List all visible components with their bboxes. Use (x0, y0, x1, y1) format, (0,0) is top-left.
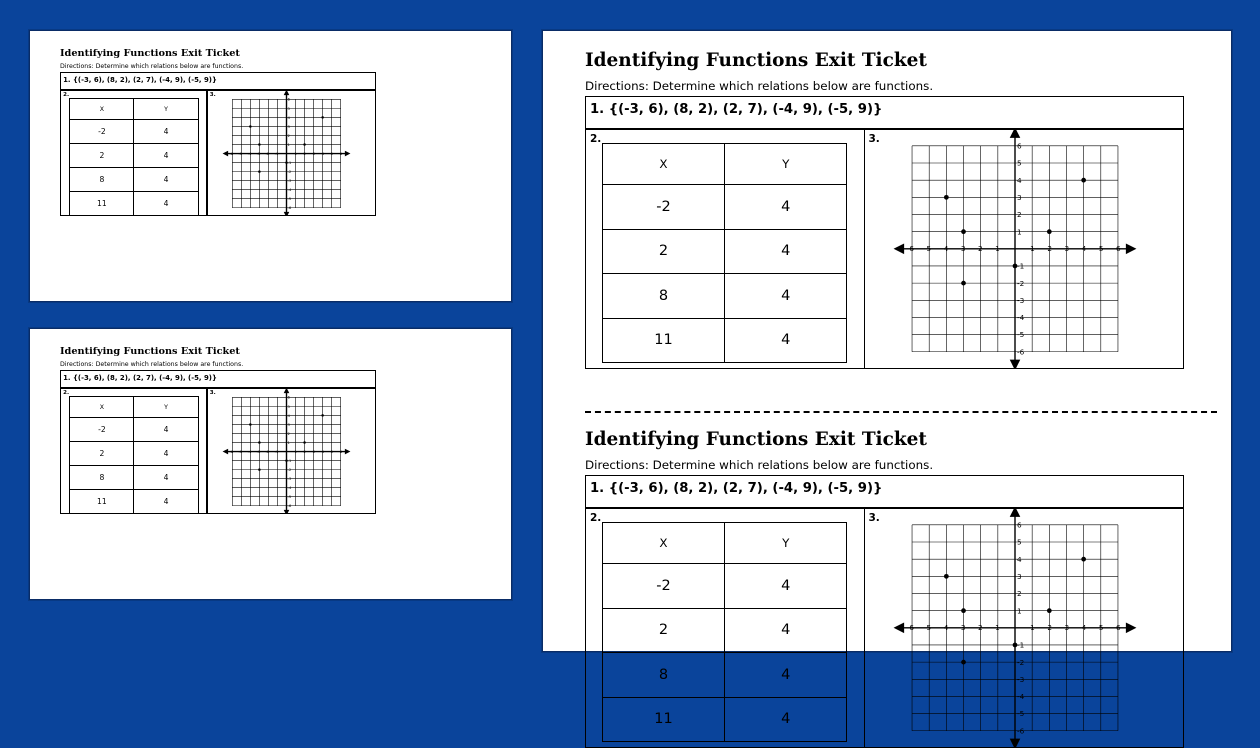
table-row (70, 192, 198, 216)
table-header-row (602, 523, 847, 564)
table-row (70, 144, 198, 168)
graph-point (286, 161, 289, 164)
x-tick-label: -2 (975, 244, 983, 254)
xy-table (69, 396, 198, 515)
y-tick-label: -4 (1016, 692, 1025, 702)
header-x: X (70, 396, 134, 418)
cell-y: 4 (725, 697, 847, 742)
x-tick-label: 3 (312, 150, 316, 156)
cell-x: 2 (70, 442, 134, 466)
y-tick-label: -2 (287, 168, 292, 174)
arrow-up-icon (284, 389, 290, 393)
cell-y: 4 (134, 490, 198, 514)
y-tick-label: 5 (1016, 158, 1022, 168)
question-3-number: 3. (209, 390, 216, 397)
y-tick-label: 5 (287, 403, 291, 409)
cell-x: 11 (602, 318, 724, 363)
y-tick-label: -5 (1016, 330, 1025, 340)
question-2-number: 2. (589, 511, 602, 524)
graph-point (259, 170, 262, 173)
y-tick-label: -2 (287, 466, 292, 472)
question-1-relation: {(-3, 6), (8, 2), (2, 7), (-4, 9), (-5, 9)} (72, 76, 217, 85)
y-tick-label: 5 (1016, 537, 1022, 547)
x-tick-label: -4 (941, 623, 949, 633)
header-y: Y (725, 144, 847, 185)
table-row (602, 184, 847, 229)
y-tick-label: -1 (287, 159, 292, 165)
y-tick-label: 1 (1016, 606, 1022, 616)
question-3-box (864, 129, 1185, 369)
y-tick-label: -3 (1016, 296, 1025, 306)
x-tick-label: -3 (958, 244, 966, 254)
table-row (602, 274, 847, 319)
y-tick-label: 4 (287, 412, 291, 418)
question-3-number: 3. (209, 92, 216, 99)
arrow-down-icon (1010, 739, 1021, 747)
arrow-right-icon (345, 150, 351, 156)
question-2-number: 2. (589, 132, 602, 145)
x-tick-label: -4 (941, 244, 949, 254)
x-tick-label: 5 (1098, 244, 1104, 254)
table-row (70, 466, 198, 490)
graph-point (1013, 264, 1018, 269)
coordinate-plane (217, 91, 367, 216)
graph-point (961, 660, 966, 665)
x-tick-label: 4 (321, 150, 325, 156)
cell-y: 4 (725, 608, 847, 653)
y-tick-label: -6 (1016, 347, 1025, 357)
question-1-number: 1. (63, 76, 71, 85)
graph-point (249, 125, 252, 128)
x-tick-label: 4 (1081, 623, 1087, 633)
question-2-box (60, 90, 207, 216)
table-row (602, 318, 847, 363)
table-header-row (70, 98, 198, 120)
y-tick-label: 6 (1016, 520, 1022, 530)
xy-table (602, 522, 848, 742)
x-tick-label: -4 (247, 150, 252, 156)
y-tick-label: 3 (1016, 193, 1022, 203)
y-tick-label: -6 (287, 502, 292, 508)
y-tick-label: -5 (287, 195, 292, 201)
y-tick-label: -3 (287, 475, 292, 481)
arrow-down-icon (284, 510, 290, 514)
table-row (602, 608, 847, 653)
question-3-number: 3. (868, 132, 880, 145)
question-2-number: 2. (63, 92, 70, 99)
cell-y: 4 (725, 184, 847, 229)
question-1-row (585, 96, 1184, 129)
cell-y: 4 (725, 318, 847, 363)
arrow-up-icon (1010, 509, 1021, 517)
y-tick-label: 1 (1016, 227, 1022, 237)
y-tick-label: -2 (1016, 657, 1025, 667)
table-row (602, 563, 847, 608)
y-tick-label: 2 (287, 430, 291, 436)
cell-y: 4 (134, 466, 198, 490)
y-tick-label: 4 (287, 114, 291, 120)
x-tick-label: -2 (975, 623, 983, 633)
question-2-box (585, 508, 865, 748)
arrow-right-icon (345, 448, 351, 454)
graph-point (259, 468, 262, 471)
coordinate-plane (883, 509, 1168, 747)
arrow-down-icon (284, 212, 290, 216)
x-tick-label: 2 (303, 448, 307, 454)
question-1-relation: {(-3, 6), (8, 2), (2, 7), (-4, 9), (-5, 9)} (608, 481, 883, 497)
ticket-title: Identifying Functions Exit Ticket (585, 50, 927, 71)
x-tick-label: -1 (992, 623, 1000, 633)
y-tick-label: -1 (287, 457, 292, 463)
question-1-row (60, 72, 376, 89)
graph-point (286, 459, 289, 462)
y-tick-label: -1 (1016, 640, 1025, 650)
y-tick-label: 3 (287, 123, 291, 129)
cell-y: 4 (725, 563, 847, 608)
y-tick-label: 6 (1016, 141, 1022, 151)
y-tick-label: 1 (287, 439, 291, 445)
cell-y: 4 (725, 274, 847, 319)
y-tick-label: 3 (1016, 572, 1022, 582)
table-row (70, 490, 198, 514)
graph-point (1047, 608, 1052, 613)
x-tick-label: -1 (275, 150, 279, 156)
y-tick-label: 6 (287, 394, 291, 400)
x-tick-label: 3 (312, 448, 316, 454)
table-row (70, 168, 198, 192)
header-x: X (602, 144, 724, 185)
graph-point (249, 423, 252, 426)
header-y: Y (134, 98, 198, 120)
table-row (70, 120, 198, 144)
graph-point (259, 143, 262, 146)
x-tick-label: 5 (1098, 623, 1104, 633)
question-1-row (585, 475, 1184, 508)
x-tick-label: 4 (321, 448, 325, 454)
cell-y: 4 (725, 653, 847, 698)
cell-x: 11 (70, 192, 134, 216)
x-tick-label: 4 (1081, 244, 1087, 254)
graph-point (944, 574, 949, 579)
x-tick-label: 3 (1064, 623, 1070, 633)
graph-point (1081, 557, 1086, 562)
cell-x: -2 (70, 418, 134, 442)
arrow-left-icon (223, 150, 229, 156)
cell-y: 4 (134, 442, 198, 466)
y-tick-label: -6 (1016, 726, 1025, 736)
question-1-relation: {(-3, 6), (8, 2), (2, 7), (-4, 9), (-5, 9)} (72, 374, 217, 383)
arrow-left-icon (894, 623, 905, 634)
x-tick-label: -4 (247, 448, 252, 454)
cell-x: 8 (70, 168, 134, 192)
ticket-title: Identifying Functions Exit Ticket (585, 429, 927, 450)
cell-y: 4 (134, 144, 198, 168)
y-tick-label: -4 (1016, 313, 1025, 323)
cell-x: 8 (602, 274, 724, 319)
x-tick-label: -3 (256, 448, 261, 454)
y-tick-label: 4 (1016, 175, 1022, 185)
graph-point (304, 441, 307, 444)
y-tick-label: -4 (287, 186, 292, 192)
x-tick-label: 6 (1115, 623, 1121, 633)
graph-point (944, 195, 949, 200)
cell-x: 8 (70, 466, 134, 490)
question-2-box (585, 129, 865, 369)
graph-point (1081, 178, 1086, 183)
cell-y: 4 (134, 168, 198, 192)
cell-x: 2 (602, 608, 724, 653)
y-tick-label: -3 (1016, 675, 1025, 685)
y-tick-label: 1 (287, 141, 291, 147)
header-x: X (602, 523, 724, 564)
header-y: Y (134, 396, 198, 418)
question-2-number: 2. (63, 390, 70, 397)
cell-y: 4 (134, 192, 198, 216)
x-tick-label: -1 (992, 244, 1000, 254)
cut-line (585, 411, 1217, 413)
x-tick-label: -6 (229, 150, 234, 156)
table-row (70, 418, 198, 442)
y-tick-label: -4 (287, 484, 292, 490)
cell-x: -2 (70, 120, 134, 144)
arrow-right-icon (1126, 623, 1137, 634)
y-tick-label: 2 (1016, 589, 1022, 599)
graph-point (1013, 643, 1018, 648)
y-tick-label: 4 (1016, 554, 1022, 564)
graph-point (259, 441, 262, 444)
x-tick-label: -3 (958, 623, 966, 633)
cell-y: 4 (725, 229, 847, 274)
coordinate-plane (883, 130, 1168, 368)
x-tick-label: 2 (1047, 244, 1052, 254)
question-1-number: 1. (589, 481, 605, 497)
x-tick-label: 1 (1030, 623, 1035, 633)
cell-x: -2 (602, 184, 724, 229)
arrow-left-icon (223, 448, 229, 454)
y-tick-label: -2 (1016, 278, 1025, 288)
question-1-number: 1. (589, 102, 605, 118)
y-tick-label: 5 (287, 105, 291, 111)
ticket-directions: Directions: Determine which relations below are functions. (585, 458, 934, 473)
x-tick-label: -6 (906, 244, 914, 254)
y-tick-label: 2 (1016, 210, 1022, 220)
x-tick-label: -1 (275, 448, 279, 454)
x-tick-label: -5 (923, 623, 932, 633)
question-3-box (207, 388, 376, 514)
x-tick-label: 1 (294, 150, 298, 156)
x-tick-label: 3 (1064, 244, 1070, 254)
question-3-box (864, 508, 1185, 748)
ticket-title: Identifying Functions Exit Ticket (60, 346, 240, 357)
y-tick-label: 2 (287, 132, 291, 138)
question-2-box (60, 388, 207, 514)
x-tick-label: 2 (1047, 623, 1052, 633)
table-header-row (70, 396, 198, 418)
coordinate-plane (217, 389, 367, 514)
graph-point (961, 229, 966, 234)
cell-x: 2 (70, 144, 134, 168)
question-3-box (207, 90, 376, 216)
table-row (602, 229, 847, 274)
table-row (602, 697, 847, 742)
cell-x: 11 (602, 697, 724, 742)
x-tick-label: -5 (238, 448, 243, 454)
x-tick-label: -5 (238, 150, 243, 156)
table-header-row (602, 144, 847, 185)
table-row (602, 653, 847, 698)
header-y: Y (725, 523, 847, 564)
arrow-down-icon (1010, 360, 1021, 368)
question-1-relation: {(-3, 6), (8, 2), (2, 7), (-4, 9), (-5, 9)} (608, 102, 883, 118)
x-tick-label: -6 (906, 623, 914, 633)
x-tick-label: 5 (330, 150, 334, 156)
x-tick-label: 6 (1115, 244, 1121, 254)
graph-point (304, 143, 307, 146)
cell-y: 4 (134, 418, 198, 442)
x-tick-label: -2 (266, 448, 270, 454)
x-tick-label: -6 (229, 448, 234, 454)
header-x: X (70, 98, 134, 120)
xy-table (602, 143, 848, 363)
y-tick-label: -5 (1016, 709, 1025, 719)
question-3-number: 3. (868, 511, 880, 524)
arrow-up-icon (284, 91, 290, 95)
x-tick-label: -3 (256, 150, 261, 156)
y-tick-label: -3 (287, 177, 292, 183)
table-row (70, 442, 198, 466)
ticket-directions: Directions: Determine which relations below are functions. (585, 79, 934, 94)
cell-x: 11 (70, 490, 134, 514)
question-1-number: 1. (63, 374, 71, 383)
cell-x: 8 (602, 653, 724, 698)
graph-point (961, 281, 966, 286)
graph-point (1047, 229, 1052, 234)
y-tick-label: -6 (287, 204, 292, 210)
y-tick-label: -5 (287, 493, 292, 499)
cell-x: 2 (602, 229, 724, 274)
y-tick-label: -1 (1016, 261, 1025, 271)
cell-y: 4 (134, 120, 198, 144)
xy-table (69, 98, 198, 217)
cell-x: -2 (602, 563, 724, 608)
x-tick-label: 1 (1030, 244, 1035, 254)
arrow-left-icon (894, 244, 905, 255)
graph-point (322, 116, 325, 119)
arrow-right-icon (1126, 244, 1137, 255)
x-tick-label: 6 (340, 448, 343, 454)
graph-point (961, 608, 966, 613)
arrow-up-icon (1010, 130, 1021, 138)
y-tick-label: 3 (287, 421, 291, 427)
y-tick-label: 6 (287, 96, 291, 102)
x-tick-label: 5 (330, 448, 334, 454)
x-tick-label: -2 (266, 150, 270, 156)
x-tick-label: 6 (340, 150, 343, 156)
x-tick-label: -5 (923, 244, 932, 254)
graph-point (322, 414, 325, 417)
x-tick-label: 1 (294, 448, 298, 454)
ticket-directions: Directions: Determine which relations below are functions. (60, 63, 244, 71)
ticket-directions: Directions: Determine which relations below are functions. (60, 361, 244, 369)
question-1-row (60, 370, 376, 387)
ticket-title: Identifying Functions Exit Ticket (60, 48, 240, 59)
x-tick-label: 2 (303, 150, 307, 156)
